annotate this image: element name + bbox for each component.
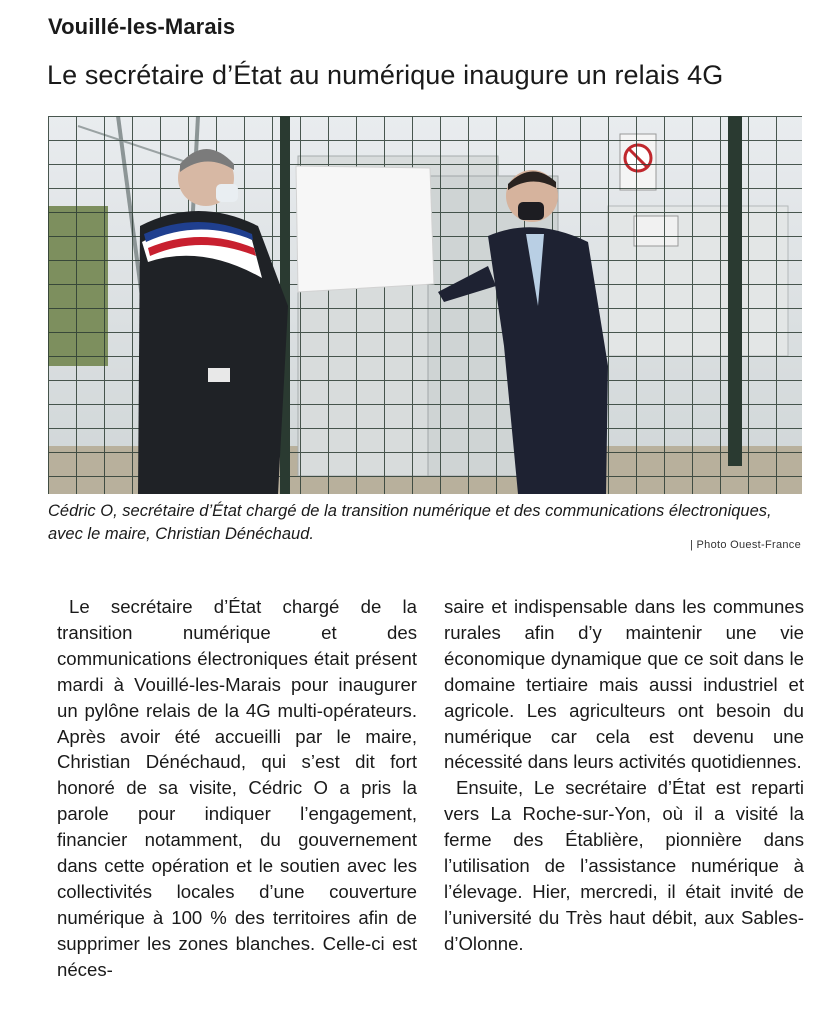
article-column-1 xyxy=(57,594,417,983)
body-paragraph: saire et indispensable dans les communes rurales afin d’y maintenir une vie économique dynamique que ce soit dans le domaine tertiaire mais aussi industriel et agricole. Les agriculteurs ont besoin du numérique car cela est devenu une nécessité dans leurs activités quotidiennes. xyxy=(444,596,804,773)
article-kicker: Vouillé-les-Marais xyxy=(48,14,236,39)
article-headline: Le secrétaire d’État au numérique inaugure un relais 4G xyxy=(47,60,724,90)
photo-credit: | Photo Ouest-France xyxy=(690,539,801,551)
article-photo xyxy=(48,116,802,494)
body-paragraph: Ensuite, Le secrétaire d’État est reparti vers La Roche-sur-Yon, où il a visité la ferme des Établière, pionnière dans l’utilisation de l’assistance numérique à l’élevage. Hier, mercredi, il était invité de l’université du Très haut débit, aux Sables-d’Olonne. xyxy=(444,777,804,954)
body-paragraph: Le secrétaire d’État chargé de la transition numérique et des communications électroniques était présent mardi à Vouillé-les-Marais pour inaugurer un pylône relais de la 4G multi-opérateurs. Après avoir été accueilli par le maire, Christian Dénéchaud, qui s’est dit fort honoré de sa visite, Cédric O a pris la parole pour indiquer l’engagement, financier notamment, du gouvernement dans cette opération et le soutien avec les collectivités locales d’une couverture numérique à 100 % des territoires afin de supprimer les zones blanches. Celle-ci est néces- xyxy=(57,596,417,980)
photo-caption: Cédric O, secrétaire d’État chargé de la transition numérique et des communications électroniques, avec le maire, Christian Dénéchaud. xyxy=(48,502,772,543)
article-column-2 xyxy=(444,594,804,957)
